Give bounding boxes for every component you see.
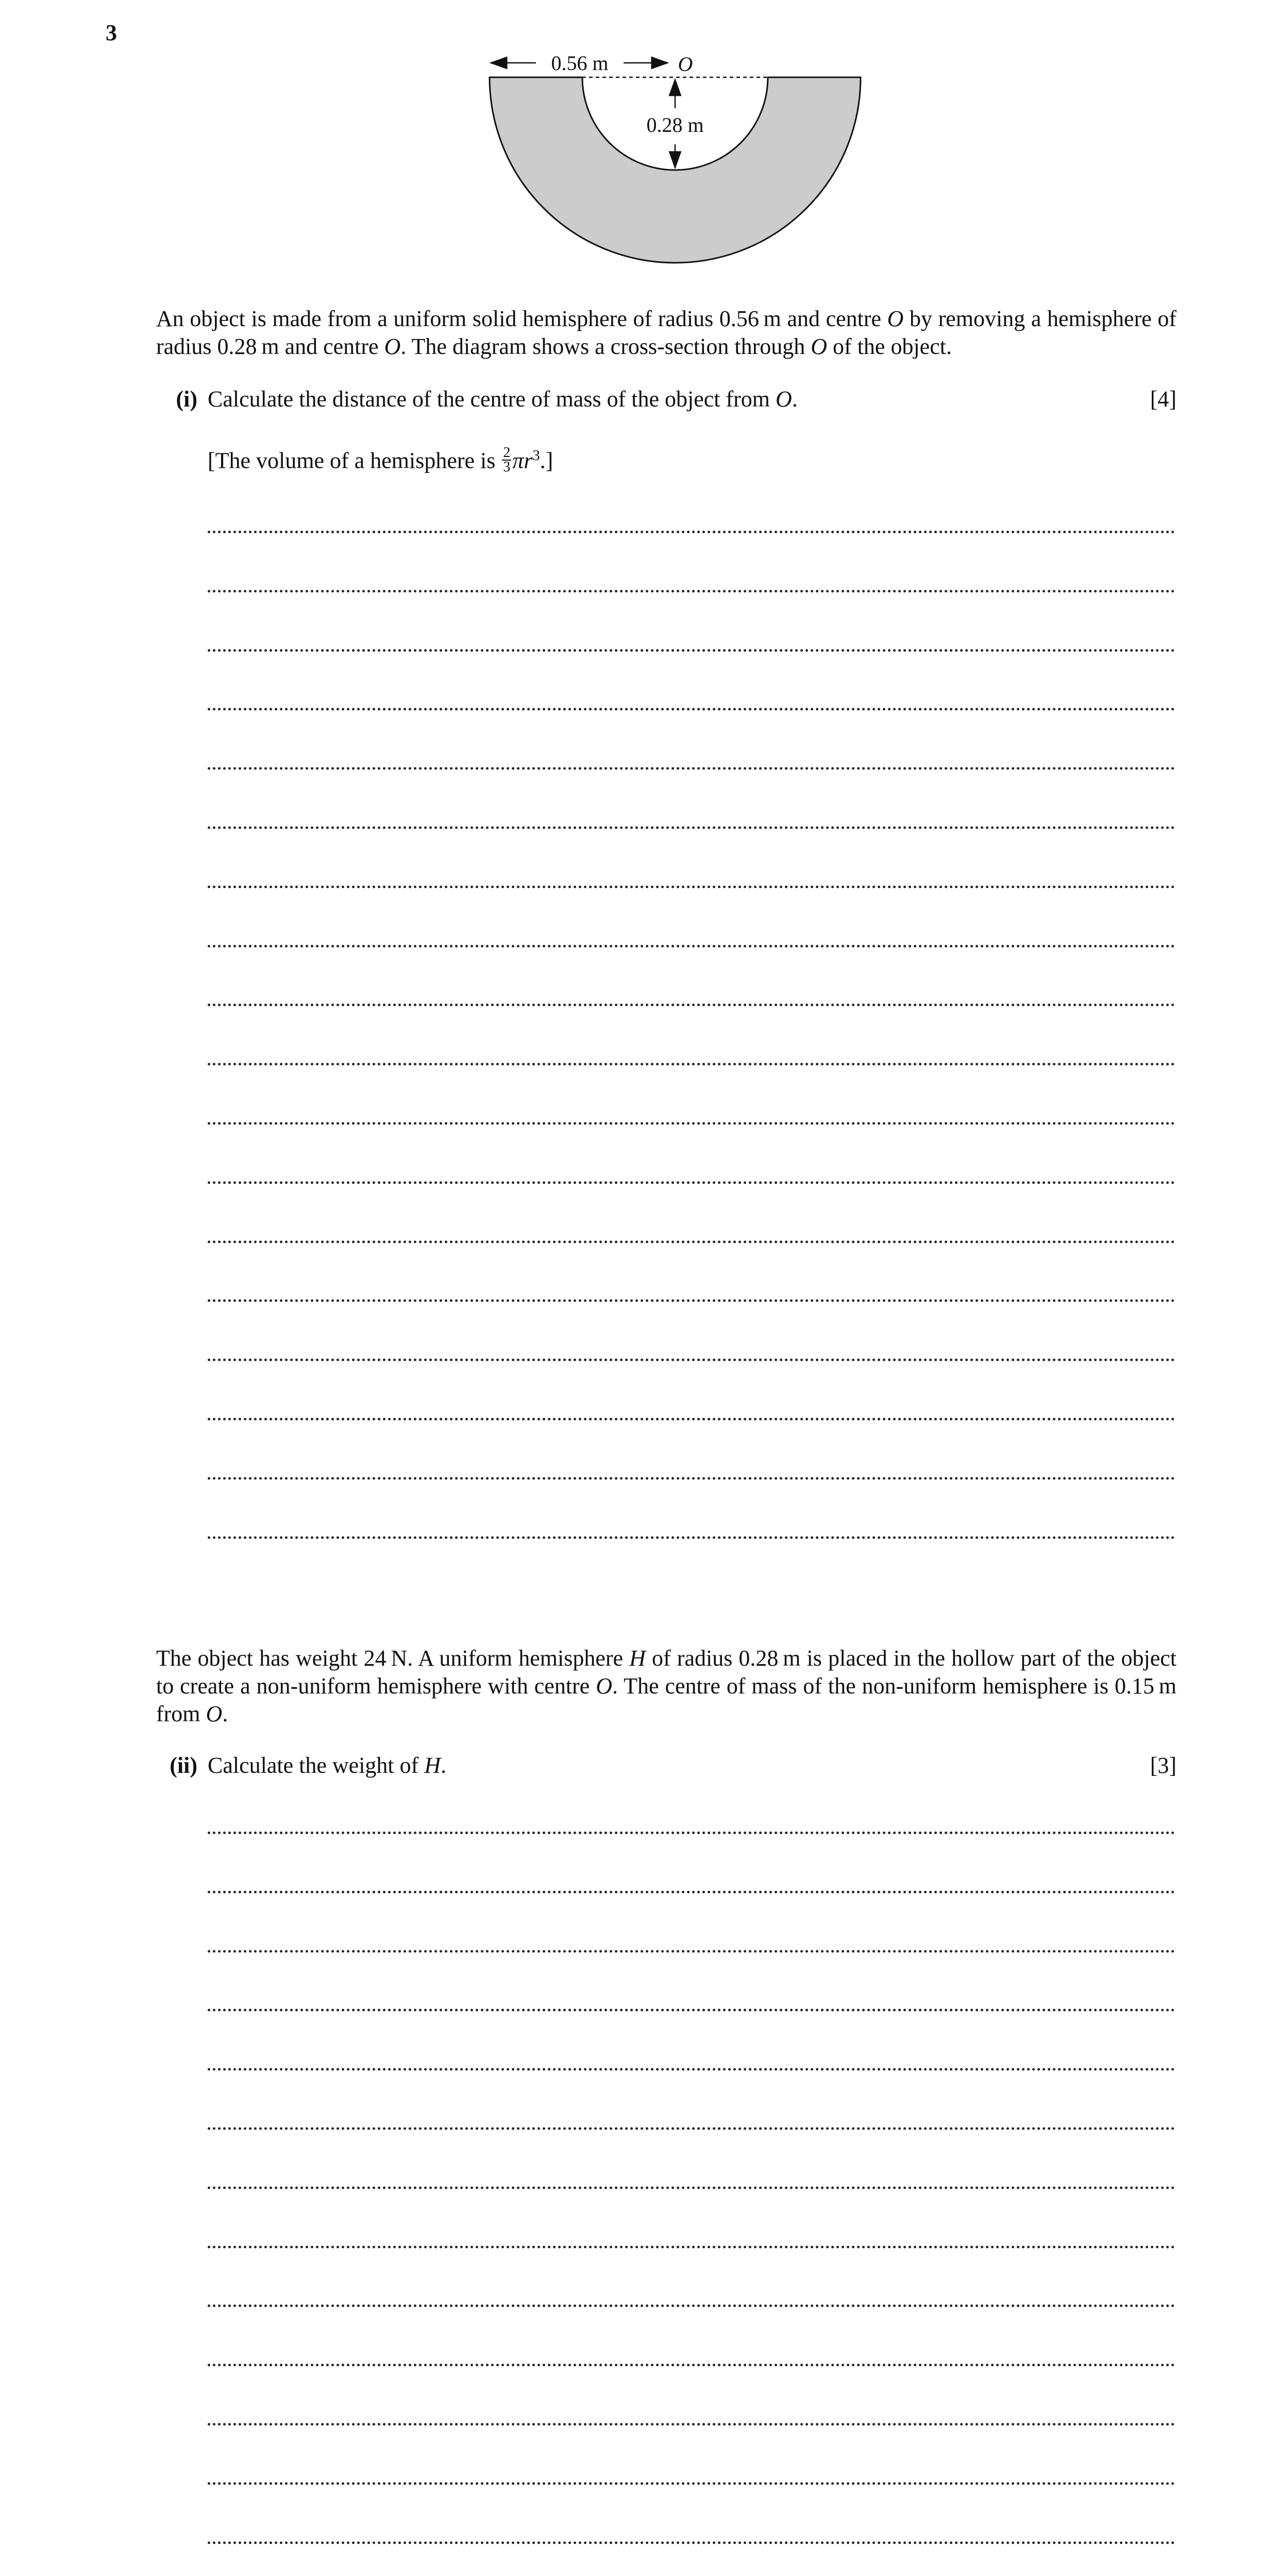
answer-line[interactable] xyxy=(208,2127,1175,2130)
answer-line[interactable] xyxy=(208,886,1175,888)
answer-line[interactable] xyxy=(208,1241,1175,1243)
part-i-text-post: . xyxy=(792,386,798,412)
para2-text-2: of radius 0.28 m is placed in the hollow part of the object to create a non-uniform hemisphere with centre xyxy=(156,1646,1177,1699)
answer-line[interactable] xyxy=(208,1832,1175,1834)
part-i-text-pre: Calculate the distance of the centre of mass of the object from xyxy=(208,386,776,412)
answer-line[interactable] xyxy=(208,2068,1175,2071)
fraction-numerator: 2 xyxy=(503,444,511,461)
intro-text-1: An object is made from a uniform solid hemisphere of radius 0.56 m and centre xyxy=(156,306,887,331)
answer-line[interactable] xyxy=(208,590,1175,592)
answer-line[interactable] xyxy=(208,767,1175,770)
var-r: r xyxy=(524,448,533,473)
intro-text-3: . The diagram shows a cross-section through xyxy=(400,334,811,359)
part-ii-text-post: . xyxy=(441,1753,447,1778)
answer-line[interactable] xyxy=(208,1418,1175,1420)
answer-line[interactable] xyxy=(208,2187,1175,2189)
intro-var-o: O xyxy=(384,334,401,359)
answer-line[interactable] xyxy=(208,2541,1175,2544)
answer-line[interactable] xyxy=(208,708,1175,710)
part-ii-var-h: H xyxy=(424,1753,441,1778)
answer-line[interactable] xyxy=(208,1063,1175,1065)
answer-line[interactable] xyxy=(208,1477,1175,1480)
question-number: 3 xyxy=(106,20,117,45)
part-ii-text xyxy=(208,1752,446,1780)
outer-radius-label: 0.56 m xyxy=(551,52,609,75)
answer-line[interactable] xyxy=(208,531,1175,533)
part-i-marks: [4] xyxy=(1150,386,1176,412)
para2-var-o: O xyxy=(206,1701,223,1726)
para2-text-1: The object has weight 24 N. A uniform hemisphere xyxy=(156,1646,630,1671)
answer-line[interactable] xyxy=(208,2423,1175,2426)
answer-line[interactable] xyxy=(208,1181,1175,1184)
part-ii-label: (ii) xyxy=(170,1753,197,1778)
answer-line[interactable] xyxy=(208,1950,1175,1953)
hint-text-pre: [The volume of a hemisphere is xyxy=(208,448,501,473)
answer-line[interactable] xyxy=(208,2482,1175,2485)
answer-line[interactable] xyxy=(208,649,1175,652)
intro-paragraph xyxy=(156,305,1176,361)
para2-text-4: . xyxy=(222,1701,228,1726)
answer-line[interactable] xyxy=(208,2009,1175,2011)
part-i-var-o: O xyxy=(776,386,792,412)
inner-radius-label: 0.28 m xyxy=(646,113,704,137)
answer-line[interactable] xyxy=(208,2304,1175,2307)
part-i-label: (i) xyxy=(176,386,197,412)
answer-line[interactable] xyxy=(208,2246,1175,2248)
intro-text-4: of the object. xyxy=(827,334,952,359)
answer-line[interactable] xyxy=(208,945,1175,947)
answer-line[interactable] xyxy=(208,1891,1175,1893)
exponent: 3 xyxy=(532,448,540,464)
intro-var-o: O xyxy=(887,306,904,331)
answer-line[interactable] xyxy=(208,1359,1175,1361)
part-ii-question xyxy=(156,1752,1176,1780)
intro-text-2: by removing a hemisphere of radius 0.28 m and centre xyxy=(156,306,1176,359)
answer-line[interactable] xyxy=(208,1299,1175,1302)
part-ii-text-pre: Calculate the weight of xyxy=(208,1753,425,1778)
answer-line[interactable] xyxy=(208,826,1175,829)
para2-var-o: O xyxy=(596,1673,612,1699)
pi-symbol: π xyxy=(512,448,524,473)
part-ii-marks: [3] xyxy=(1150,1753,1176,1778)
part-i-text xyxy=(208,385,798,413)
volume-hint xyxy=(208,442,553,477)
fraction-two-thirds xyxy=(502,446,511,474)
para2-text-3: . The centre of mass of the non-uniform hemisphere is 0.15 m from xyxy=(156,1673,1177,1726)
para2-var-h: H xyxy=(629,1646,646,1671)
answer-line[interactable] xyxy=(208,1122,1175,1125)
answer-line[interactable] xyxy=(208,2364,1175,2366)
hemisphere-cross-section-diagram xyxy=(453,21,886,278)
fraction-denominator: 3 xyxy=(503,459,511,475)
answer-line[interactable] xyxy=(208,1004,1175,1006)
intro-var-o: O xyxy=(811,334,828,359)
second-paragraph xyxy=(156,1645,1176,1728)
answer-line[interactable] xyxy=(208,1536,1175,1539)
part-i-question xyxy=(156,385,1176,413)
centre-label-o: O xyxy=(678,53,693,76)
hint-text-post: .] xyxy=(540,448,553,473)
